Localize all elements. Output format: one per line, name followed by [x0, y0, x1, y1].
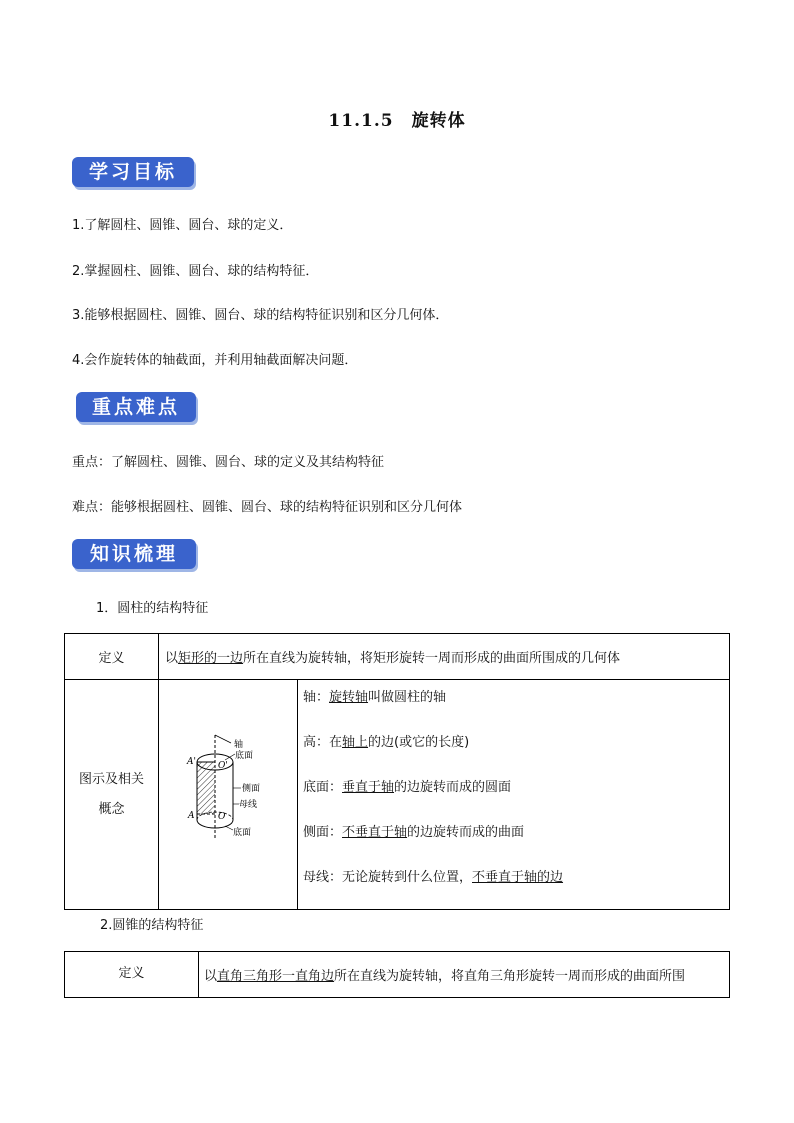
knowledge-badge: 知识梳理 — [72, 539, 196, 569]
cylinder-heading: 1．圆柱的结构特征 — [96, 601, 209, 616]
fig-label-o-top: O' — [218, 761, 228, 771]
fig-label-generatrix: 母线 — [239, 800, 258, 810]
key-points-badge: 重点难点 — [76, 392, 196, 422]
concept-base: 底面：垂直于轴的边旋转而成的圆面 — [303, 780, 512, 795]
cylinder-def-text: 以矩形的一边所在直线为旋转轴，将矩形旋转一周而形成的曲面所围成的几何体 — [159, 634, 730, 680]
cylinder-figure-label: 图示及相关 概念 — [65, 680, 159, 910]
objective-item-1: 1.了解圆柱、圆锥、圆台、球的定义． — [72, 218, 293, 233]
page-title: 11.1.5 旋转体 — [328, 111, 466, 131]
cylinder-concepts-cell — [298, 680, 730, 910]
concept-height: 高：在轴上的边(或它的长度) — [303, 735, 470, 750]
objectives-badge: 学习目标 — [72, 157, 194, 187]
objective-item-2: 2.掌握圆柱、圆锥、圆台、球的结构特征． — [72, 264, 319, 279]
cylinder-table — [64, 633, 730, 910]
cylinder-def-label: 定义 — [65, 634, 159, 680]
cylinder-figure-cell — [159, 680, 298, 910]
fig-label-a-bottom: A — [188, 811, 195, 821]
cone-heading: 2.圆锥的结构特征 — [100, 918, 204, 933]
fig-label-side: 侧面 — [242, 784, 261, 794]
fig-label-base-top: 底面 — [235, 751, 254, 761]
fig-label-axis: 轴 — [234, 740, 244, 750]
difficult-point-text: 难点：能够根据圆柱、圆锥、圆台、球的结构特征识别和区分几何体 — [72, 500, 463, 515]
cylinder-diagram — [159, 680, 297, 905]
objective-item-4: 4.会作旋转体的轴截面，并利用轴截面解决问题． — [72, 353, 358, 368]
key-point-text: 重点：了解圆柱、圆锥、圆台、球的定义及其结构特征 — [72, 455, 385, 470]
objective-item-3: 3.能够根据圆柱、圆锥、圆台、球的结构特征识别和区分几何体． — [72, 308, 449, 323]
cone-def-label: 定义 — [65, 952, 199, 998]
fig-label-a-top: A' — [187, 757, 196, 767]
cone-table — [64, 951, 730, 998]
cone-def-text: 以直角三角形一直角边所在直线为旋转轴，将直角三角形旋转一周而形成的曲面所围 — [199, 952, 730, 998]
concept-axis: 轴：旋转轴叫做圆柱的轴 — [303, 690, 447, 705]
concept-side: 侧面：不垂直于轴的边旋转而成的曲面 — [303, 825, 525, 840]
fig-label-o-bottom: O — [218, 812, 226, 822]
concept-generatrix: 母线：无论旋转到什么位置，不垂直于轴的边 — [303, 870, 564, 885]
fig-label-base-bottom: 底面 — [233, 828, 252, 838]
